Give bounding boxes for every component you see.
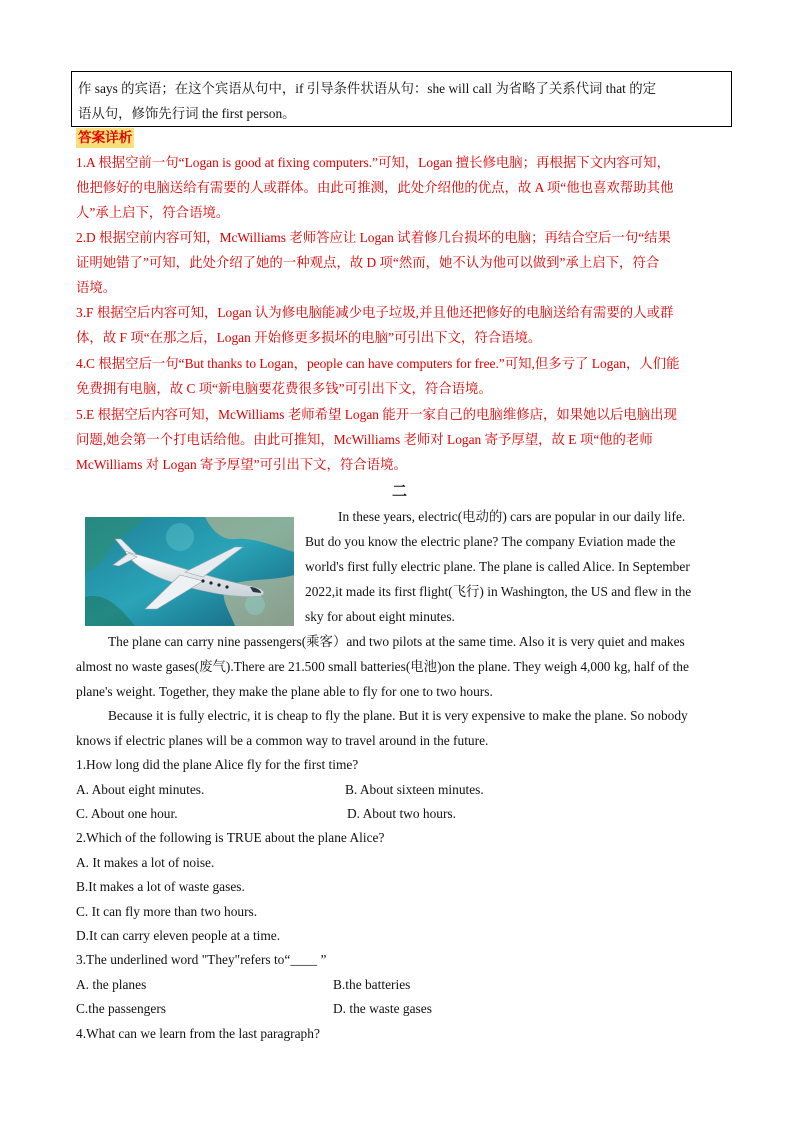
answer-line: 体，故 F 项“在那之后，Logan 开始修更多损坏的电脑”可引出下文，符合语境。 xyxy=(76,330,542,346)
grammar-note-line-2: 语从句，修饰先行词 the first person。 xyxy=(78,106,296,121)
answer-explanation-2 xyxy=(76,225,724,301)
answer-line: 1.A 根据空前一句“Logan is good at fixing computers.”可知，Logan 擅长修电脑；再根据下文内容可知， xyxy=(76,155,670,170)
question-3-option-a[interactable]: A. the planes xyxy=(76,977,147,992)
answer-line: 证明她错了”可知，此处介绍了她的一种观点，故 D 项“然而，她不认为他可以做到”承上启下，符合 xyxy=(76,255,660,271)
question-2-option-a[interactable]: A. It makes a lot of noise. xyxy=(76,855,215,870)
question-1-option-c[interactable]: C. About one hour. xyxy=(76,806,178,821)
passage-p1-line-5: sky for about eight minutes. xyxy=(305,609,455,624)
answer-line: 3.F 根据空后内容可知，Logan 认为修电脑能减少电子垃圾,并且他还把修好的电脑送给有需要的人或群 xyxy=(76,305,674,320)
answer-analysis-heading: 答案详析 xyxy=(76,128,134,148)
question-2-option-b[interactable]: B.It makes a lot of waste gases. xyxy=(76,879,245,894)
grammar-note-line-1: 作 says 的宾语；在这个宾语从句中，if 引导条件状语从句：she will call 为省略了关系代词 that 的定 xyxy=(78,81,656,96)
question-3-option-c[interactable]: C.the passengers xyxy=(76,1001,166,1016)
question-3-option-b[interactable]: B.the batteries xyxy=(333,977,411,992)
grammar-note-box xyxy=(71,71,732,127)
answer-line: McWilliams 对 Logan 寄予厚望”可引出下文，符合语境。 xyxy=(76,457,407,473)
question-1-option-d[interactable]: D. About two hours. xyxy=(347,806,456,821)
question-1-option-b[interactable]: B. About sixteen minutes. xyxy=(345,782,484,797)
answer-line: 语境。 xyxy=(76,280,117,296)
passage-p1-line-1: In these years, electric(电动的) cars are popular in our daily life. xyxy=(338,509,686,524)
question-1-stem: 1.How long did the plane Alice fly for the first time? xyxy=(76,757,359,772)
question-2-option-d[interactable]: D.It can carry eleven people at a time. xyxy=(76,928,281,943)
plane-over-sea-illustration xyxy=(85,517,294,626)
passage-p2-line-2: almost no waste gases(废气).There are 21.500 small batteries(电池)on the plane. They weigh 4,000 kg, half of the xyxy=(76,659,689,674)
electric-plane-image xyxy=(85,517,294,626)
passage-p2-line-3: plane's weight. Together, they make the plane able to fly for one to two hours. xyxy=(76,684,493,699)
question-1-option-a[interactable]: A. About eight minutes. xyxy=(76,782,205,797)
answer-line: 5.E 根据空后内容可知，McWilliams 老师希望 Logan 能开一家自己的电脑维修店，如果她以后电脑出现 xyxy=(76,407,677,422)
passage-p3-line-2: knows if electric planes will be a common way to travel around in the future. xyxy=(76,733,489,748)
answer-explanation-1 xyxy=(76,150,724,226)
answer-line: 他把修好的电脑送给有需要的人或群体。由此可推测，此处介绍他的优点，故 A 项“他也喜欢帮助其他 xyxy=(76,180,674,196)
answer-line: 4.C 根据空后一句“But thanks to Logan，people can have computers for free.”可知,但多亏了 Logan，人们能 xyxy=(76,356,680,371)
passage-p2-line-1: The plane can carry nine passengers(乘客）and two pilots at the same time. Also it is very quiet and makes xyxy=(108,634,685,649)
question-3-stem: 3.The underlined word "They"refers to“____ ” xyxy=(76,952,327,967)
answer-line: 2.D 根据空前内容可知，McWilliams 老师答应让 Logan 试着修几台损坏的电脑；再结合空后一句“结果 xyxy=(76,230,671,245)
passage-p1-line-4: 2022,it made its first flight(飞行) in Washington, the US and flew in the xyxy=(305,584,692,599)
answer-line: 问题,她会第一个打电话给他。由此可推知，McWilliams 老师对 Logan 寄予厚望，故 E 项“他的老师 xyxy=(76,432,653,448)
section-number: 二 xyxy=(392,484,408,500)
question-2-stem: 2.Which of the following is TRUE about the plane Alice? xyxy=(76,830,385,845)
passage-p1-line-3: world's first fully electric plane. The plane is called Alice. In September xyxy=(305,559,690,574)
answer-explanation-3 xyxy=(76,300,724,350)
question-2-option-c[interactable]: C. It can fly more than two hours. xyxy=(76,904,258,919)
passage-p1-line-2: But do you know the electric plane? The company Eviation made the xyxy=(305,534,676,549)
answer-line: 人”承上启下，符合语境。 xyxy=(76,205,230,221)
answer-explanation-4 xyxy=(76,351,724,401)
answer-line: 免费拥有电脑，故 C 项“新电脑要花费很多钱”可引出下文，符合语境。 xyxy=(76,381,492,397)
passage-p3-line-1: Because it is fully electric, it is cheap to fly the plane. But it is very expensive to make the plane. So nobody xyxy=(108,708,688,723)
question-4-stem: 4.What can we learn from the last paragraph? xyxy=(76,1026,320,1041)
answer-explanation-5 xyxy=(76,402,724,478)
question-3-option-d[interactable]: D. the waste gases xyxy=(333,1001,432,1016)
